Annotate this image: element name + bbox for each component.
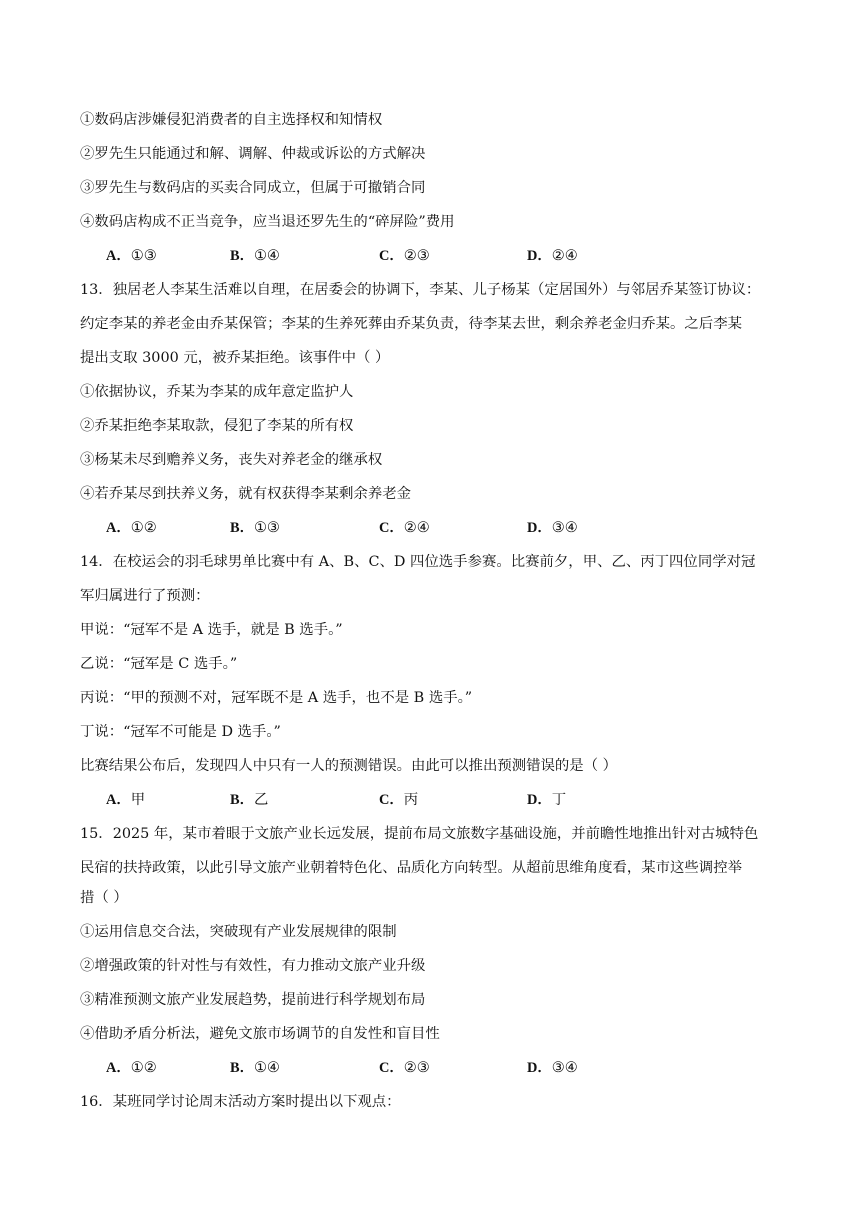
q15-statement-3: ③精准预测文旅产业发展趋势，提前进行科学规划布局 <box>80 992 426 1008</box>
q15-stem-line-3: 措（ ） <box>80 890 128 906</box>
q16-stem-line-1: 16．某班同学讨论周末活动方案时提出以下观点： <box>80 1094 401 1110</box>
q12-option-b[interactable]: B．①④ <box>230 248 280 264</box>
q12-statement-3: ③罗先生与数码店的买卖合同成立，但属于可撤销合同 <box>80 180 426 196</box>
q13-option-a[interactable]: A．①② <box>106 520 157 536</box>
q15-stem-line-1: 15．2025 年，某市着眼于文旅产业长远发展，提前布局文旅数字基础设施，并前瞻性地推出针对古城特色 <box>80 826 759 842</box>
q15-option-b[interactable]: B．①④ <box>230 1060 280 1076</box>
q14-option-a[interactable]: A．甲 <box>106 792 146 808</box>
q14-statement-1: 甲说：“冠军不是 A 选手，就是 B 选手。” <box>80 622 343 638</box>
q15-option-d[interactable]: D．③④ <box>527 1060 578 1076</box>
q15-option-c[interactable]: C．②③ <box>379 1060 430 1076</box>
q12-option-a[interactable]: A．①③ <box>106 248 157 264</box>
q12-option-c[interactable]: C．②③ <box>379 248 430 264</box>
q15-stem-line-2: 民宿的扶持政策，以此引导文旅产业朝着特色化、品质化方向转型。从超前思维角度看，某市这些调控举 <box>80 860 742 876</box>
q13-stem-line-2: 约定李某的养老金由乔某保管；李某的生养死葬由乔某负责，待李某去世，剩余养老金归乔某。之后李某 <box>80 316 742 332</box>
q14-option-b[interactable]: B．乙 <box>230 792 269 808</box>
q13-option-d[interactable]: D．③④ <box>527 520 578 536</box>
q14-statement-4: 丁说：“冠军不可能是 D 选手。” <box>80 724 281 740</box>
q12-option-d[interactable]: D．②④ <box>527 248 578 264</box>
q15-statement-4: ④借助矛盾分析法，避免文旅市场调节的自发性和盲目性 <box>80 1026 440 1042</box>
q13-statement-4: ④若乔某尽到扶养义务，就有权获得李某剩余养老金 <box>80 486 411 502</box>
q15-option-a[interactable]: A．①② <box>106 1060 157 1076</box>
q12-statement-2: ②罗先生只能通过和解、调解、仲裁或诉讼的方式解决 <box>80 146 426 162</box>
q14-option-d[interactable]: D．丁 <box>527 792 567 808</box>
q12-options <box>106 246 806 266</box>
q13-options <box>106 518 806 538</box>
q14-options <box>106 790 806 810</box>
q15-statement-2: ②增强政策的针对性与有效性，有力推动文旅产业升级 <box>80 958 426 974</box>
q13-statement-1: ①依据协议，乔某为李某的成年意定监护人 <box>80 384 354 400</box>
q12-statement-4: ④数码店构成不正当竞争，应当退还罗先生的“碎屏险”费用 <box>80 214 455 230</box>
q14-stem-line-2: 军归属进行了预测： <box>80 588 210 604</box>
q13-option-c[interactable]: C．②④ <box>379 520 430 536</box>
q13-stem-line-3: 提出支取 3000 元，被乔某拒绝。该事件中（ ） <box>80 350 390 366</box>
q13-stem-line-1: 13．独居老人李某生活难以自理，在居委会的协调下，李某、儿子杨某（定居国外）与邻居乔某签订协议： <box>80 282 761 298</box>
q14-statement-2: 乙说：“冠军是 C 选手。” <box>80 656 238 672</box>
q13-statement-2: ②乔某拒绝李某取款，侵犯了李某的所有权 <box>80 418 354 434</box>
q14-stem-line-1: 14．在校运会的羽毛球男单比赛中有 A、B、C、D 四位选手参赛。比赛前夕，甲、乙、丙丁四位同学对冠 <box>80 554 756 570</box>
q15-statement-1: ①运用信息交合法，突破现有产业发展规律的限制 <box>80 924 397 940</box>
q14-question: 比赛结果公布后，发现四人中只有一人的预测错误。由此可以推出预测错误的是（ ） <box>80 758 618 774</box>
q13-option-b[interactable]: B．①③ <box>230 520 280 536</box>
q14-option-c[interactable]: C．丙 <box>379 792 419 808</box>
q14-statement-3: 丙说：“甲的预测不对，冠军既不是 A 选手，也不是 B 选手。” <box>80 690 473 706</box>
q12-statement-1: ①数码店涉嫌侵犯消费者的自主选择权和知情权 <box>80 112 383 128</box>
q15-options <box>106 1058 806 1078</box>
q13-statement-3: ③杨某未尽到赡养义务，丧失对养老金的继承权 <box>80 452 383 468</box>
